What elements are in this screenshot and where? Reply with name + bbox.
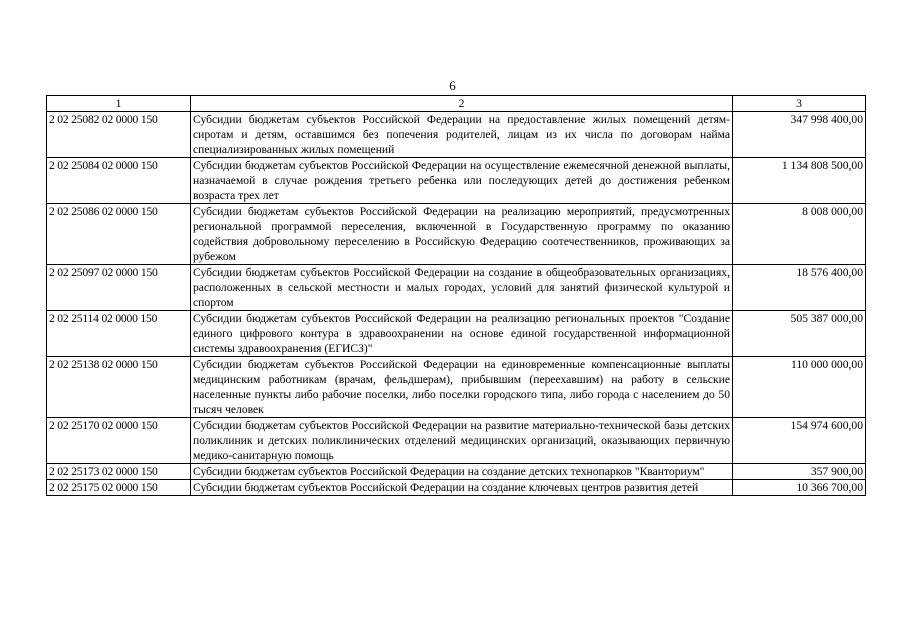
- budget-code: 2 02 25138 02 0000 150: [47, 357, 191, 418]
- table-row: [47, 464, 866, 480]
- description: Субсидии бюджетам субъектов Российской Федерации на предоставление жилых помещений детям-сиротам и детям, оставшимся без попечения родителей, лицам из их числа по договорам найма специализированных жилых помещений: [191, 112, 733, 158]
- table-row: [47, 357, 866, 418]
- table-row: [47, 311, 866, 357]
- budget-code: 2 02 25175 02 0000 150: [47, 480, 191, 496]
- budget-code: 2 02 25170 02 0000 150: [47, 418, 191, 464]
- amount: 357 900,00: [733, 464, 866, 480]
- description: Субсидии бюджетам субъектов Российской Федерации на реализацию мероприятий, предусмотренных региональной программой переселения, включенной в Государственную программу по оказанию содействия добровольному переселению в Российскую Федерацию соотечественников, проживающих за рубежом: [191, 204, 733, 265]
- budget-table: [46, 95, 866, 496]
- budget-code: 2 02 25084 02 0000 150: [47, 158, 191, 204]
- description: Субсидии бюджетам субъектов Российской Федерации на создание в общеобразовательных организациях, расположенных в сельской местности и малых городах, условий для занятий физической культурой и спортом: [191, 265, 733, 311]
- table-body: [47, 112, 866, 496]
- column-header-1: 1: [47, 96, 191, 112]
- table-row: [47, 265, 866, 311]
- table-header: [47, 96, 866, 112]
- description: Субсидии бюджетам субъектов Российской Федерации на создание детских технопарков "Кванториум": [191, 464, 733, 480]
- budget-code: 2 02 25173 02 0000 150: [47, 464, 191, 480]
- table-row: [47, 204, 866, 265]
- column-header-3: 3: [733, 96, 866, 112]
- amount: 347 998 400,00: [733, 112, 866, 158]
- amount: 18 576 400,00: [733, 265, 866, 311]
- description: Субсидии бюджетам субъектов Российской Федерации на реализацию региональных проектов "Создание единого цифрового контура в здравоохранении на основе единой государственной информационной системы здравоохранения (ЕГИСЗ)": [191, 311, 733, 357]
- table-row: [47, 158, 866, 204]
- header-row: [47, 96, 866, 112]
- amount: 1 134 808 500,00: [733, 158, 866, 204]
- table-row: [47, 480, 866, 496]
- table-row: [47, 418, 866, 464]
- budget-code: 2 02 25086 02 0000 150: [47, 204, 191, 265]
- amount: 110 000 000,00: [733, 357, 866, 418]
- description: Субсидии бюджетам субъектов Российской Федерации на осуществление ежемесячной денежной выплаты, назначаемой в случае рождения третьего ребенка или последующих детей до достижения ребенком возраста трех лет: [191, 158, 733, 204]
- column-header-2: 2: [191, 96, 733, 112]
- budget-code: 2 02 25082 02 0000 150: [47, 112, 191, 158]
- amount: 10 366 700,00: [733, 480, 866, 496]
- budget-code: 2 02 25097 02 0000 150: [47, 265, 191, 311]
- amount: 8 008 000,00: [733, 204, 866, 265]
- page-number: 6: [449, 78, 456, 93]
- budget-code: 2 02 25114 02 0000 150: [47, 311, 191, 357]
- amount: 154 974 600,00: [733, 418, 866, 464]
- table-row: [47, 112, 866, 158]
- description: Субсидии бюджетам субъектов Российской Федерации на создание ключевых центров развития детей: [191, 480, 733, 496]
- amount: 505 387 000,00: [733, 311, 866, 357]
- description: Субсидии бюджетам субъектов Российской Федерации на развитие материально-технической базы детских поликлиник и детских поликлинических отделений медицинских организаций, оказывающих первичную медико-санитарную помощь: [191, 418, 733, 464]
- description: Субсидии бюджетам субъектов Российской Федерации на единовременные компенсационные выплаты медицинским работникам (врачам, фельдшерам), прибывшим (переехавшим) на работу в сельские населенные пункты либо рабочие поселки, либо поселки городского типа, либо города с населением до 50 тысяч человек: [191, 357, 733, 418]
